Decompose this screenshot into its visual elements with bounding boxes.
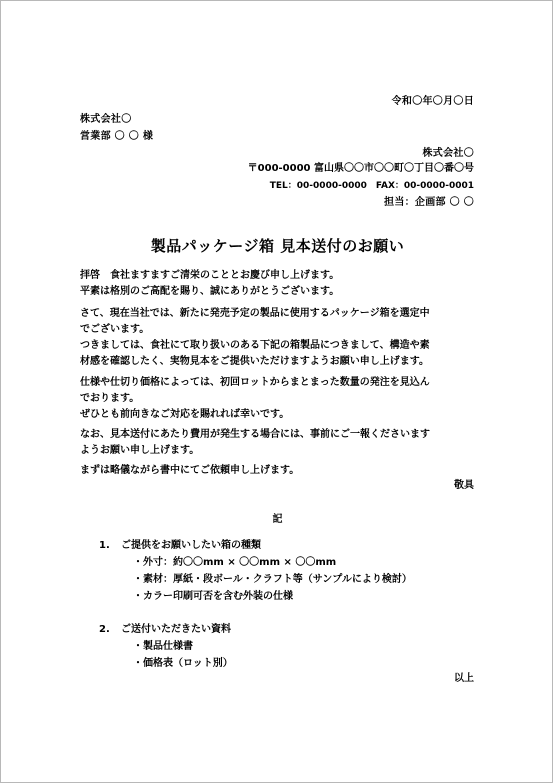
ijou: 以上 — [454, 673, 474, 684]
greeting — [80, 268, 480, 300]
ki-heading: 記 — [272, 514, 283, 525]
list-heading-1: ご提供をお願いしたい箱の種類 — [121, 540, 261, 551]
paragraph-line: ぜひとも前向きなご対応を賜れれば幸いです。 — [80, 409, 290, 420]
paragraph-line: 仕様や仕切り価格によっては、初回ロットからまとまった数量の発注を見込ん — [80, 377, 430, 388]
paragraph-line: 材感を確認したく、実物見本をご提供いただけますようお願い申し上げます。 — [80, 356, 429, 367]
list-number-1: 1. — [99, 540, 110, 551]
document-title: 製品パッケージ箱 見本送付のお願い — [150, 237, 405, 255]
list-heading-2: ご送付いただきたい資料 — [121, 624, 231, 635]
paragraph-line: なお、見本送付にあたり費用が発生する場合には、事前にご一報くださいます — [80, 429, 430, 440]
recipient-company: 株式会社〇 — [80, 114, 132, 125]
list-bullet: ・素材：厚紙・段ボール・クラフト等（サンプルにより検討） — [133, 574, 412, 585]
date: 令和〇年〇月〇日 — [391, 96, 474, 107]
sender-company: 株式会社〇 — [422, 148, 474, 159]
list-bullet: ・製品仕様書 — [133, 641, 193, 652]
list-bullet: ・外寸：約〇〇mm × 〇〇mm × 〇〇mm — [133, 557, 337, 568]
paragraph-line: つきましては、食社にて取り扱いのある下記の箱製品につきまして、構造や素 — [80, 340, 430, 351]
paragraph-line: でございます。 — [80, 324, 150, 335]
list-bullet: ・カラー印刷可否を含む外装の仕様 — [133, 591, 293, 602]
greeting-line: 拝啓 食社ますますご清栄のこととお慶び申し上げます。 — [80, 270, 340, 281]
sender-person: 担当：企画部 〇 〇 — [384, 197, 474, 208]
closing — [80, 463, 480, 479]
recipient-person: 営業部 〇 〇 様 — [80, 131, 154, 142]
paragraph-cost — [80, 427, 480, 459]
paragraph-request — [80, 306, 480, 370]
sender-address: 〒000-0000 富山県〇〇市〇〇町〇丁目〇番〇号 — [247, 163, 474, 174]
paragraph-line: さて、現在当社では、新たに発売予定の製品に使用するパッケージ箱を選定中 — [80, 308, 430, 319]
paragraph-line: でおります。 — [80, 393, 140, 404]
keigu: 敬具 — [454, 480, 474, 491]
greeting-line: 平素は格別のご高配を賜り、誠にありがとうございます。 — [80, 286, 340, 297]
sender-contact: TEL：00-0000-0000 FAX：00-0000-0001 — [269, 181, 474, 191]
paragraph-order — [80, 375, 480, 423]
paragraph-line: ようお願い申し上げます。 — [80, 445, 200, 456]
list-bullet: ・価格表（ロット別） — [133, 658, 233, 669]
list-number-2: 2. — [99, 624, 110, 635]
closing-line: まずは略儀ながら書中にてご依頼申し上げます。 — [80, 465, 300, 476]
